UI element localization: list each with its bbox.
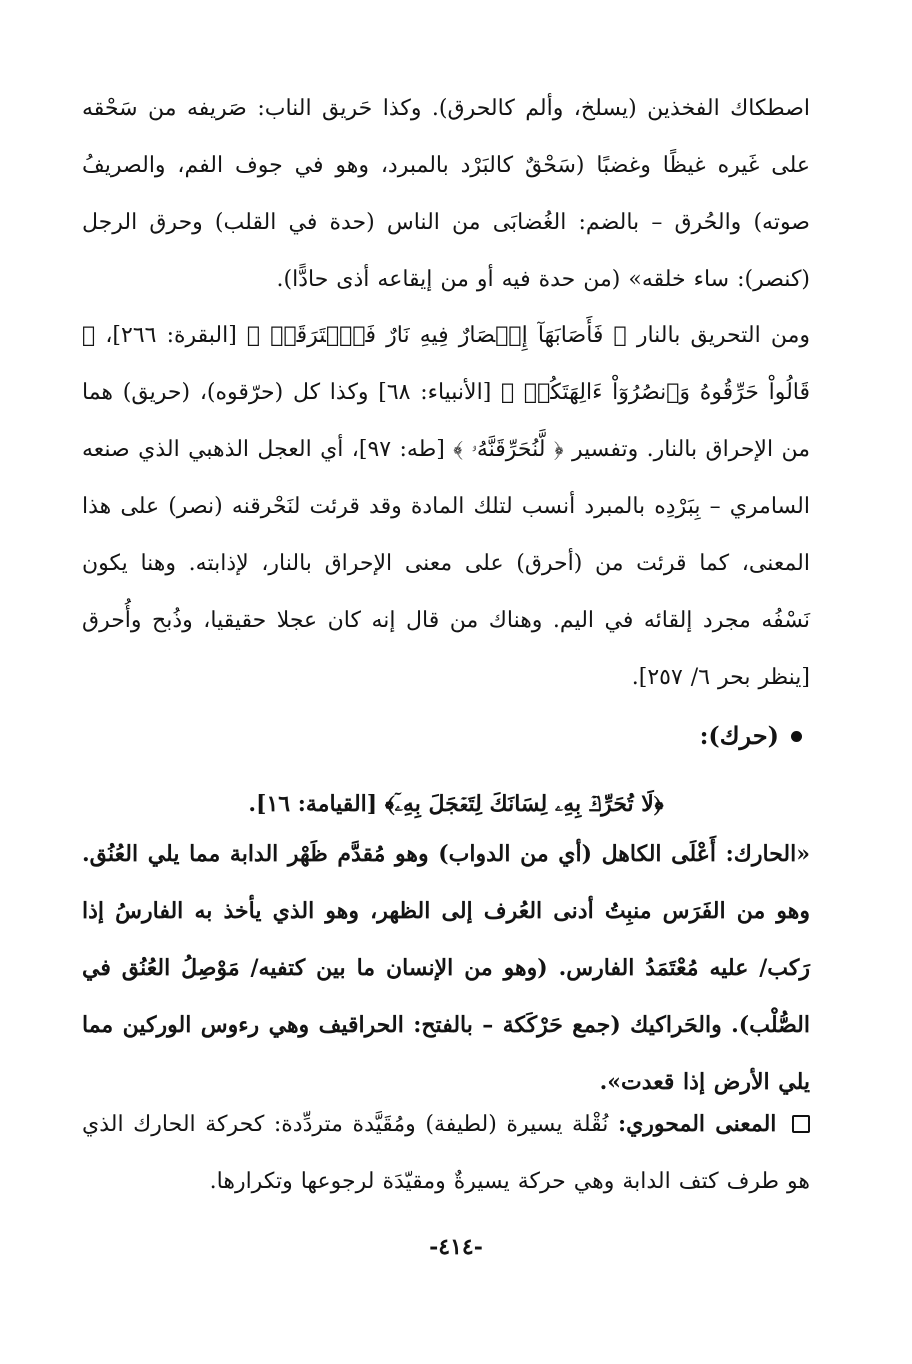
bullet-icon <box>791 731 802 742</box>
paragraph-harq-definitions: اصطكاك الفخذين (يسلخ، وألم كالحرق). وكذا حَريق الناب: صَريفه من سَحْقه على غَيره غيظًا وغضبًا (سَحْقٌ كالبَرْد بالمبرد، وهو في جوف الفم، والصريفُ صوته) والحُرق – بالضم: الغُضابَى من الناس (حدة في القلب) وحرق الرجل (كنصر): ساء خلقه» (من حدة فيه أو من إيقاعه أذى حادًّا). <box>82 96 810 292</box>
square-box-icon <box>792 1115 810 1133</box>
core-meaning-paragraph <box>82 1096 810 1210</box>
section-heading <box>700 716 802 756</box>
core-meaning-text: نُقْلة يسيرة (لطيفة) ومُقَيَّدة متردِّدة: كحركة الحارك الذي هو طرف كتف الدابة وهي حركة يسيرةٌ ومقيّدَة لرجوعها وتكرارها. <box>82 1112 810 1194</box>
page-number: -٤١٤- <box>429 1234 483 1260</box>
quran-verse: ﴿لَا تُحَرِّكۡ بِهِۦ لِسَانَكَ لِتَعۡجَلَ بِهِۦٓ﴾ [القيامة: ١٦]. <box>248 791 664 817</box>
core-meaning-label: المعنى المحوري: <box>617 1111 777 1137</box>
section-heading-text: (حرك): <box>699 721 779 750</box>
paragraph-tahriq-fire: ومن التحريق بالنار ﴿ فَأَصَابَهَآ إِعۡصَارٌ فِيهِ نَارٌ فَٱحۡتَرَقَتۡ ﴾ [البقرة: ٢٦٦]، ﴿ قَالُواْ حَرِّقُوهُ وَٱنصُرُوٓاْ ءَالِهَتَكُمۡ ﴾ [الأنبياء: ٦٨] وكذا كل (حرّقوه)، (حريق) هما من الإحراق بالنار. وتفسير ﴿ لَّنُحَرِّقَنَّهُۥ ﴾ [طه: ٩٧]، أي العجل الذهبي الذي صنعه السامري – بِبَرْدِه بالمبرد أنسب لتلك المادة وقد قرئت لنَحْرقنه (نصر) على هذا المعنى، كما قرئت من (أحرق) على معنى الإحراق بالنار، لإذابته. وهنا يكون نَسْفُه مجرد إلقائه في اليم. وهناك من قال إنه كان عجلا حقيقيا، وذُبح وأُحرق [ينظر بحر ٦/ ٢٥٧]. <box>82 323 810 690</box>
dictionary-quote: «الحارك: أَعْلَى الكاهل (أي من الدواب) وهو مُقدَّم ظَهْر الدابة مما يلي العُنُق. وهو من الفَرَس منبِتُ أدنى العُرف إلى الظهر، وهو الذي يأخذ به الفارسُ إذا رَكب/ عليه مُعْتَمَدُ الفارس. (وهو من الإنسان ما بين كتفيه/ مَوْصِلُ العُنُق في الصُّلْب). والحَراكيك (جمع حَرْكَكة – بالفتح: الحراقيف وهي رءوس الوركين مما يلي الأرض إذا قعدت». <box>82 841 810 1095</box>
